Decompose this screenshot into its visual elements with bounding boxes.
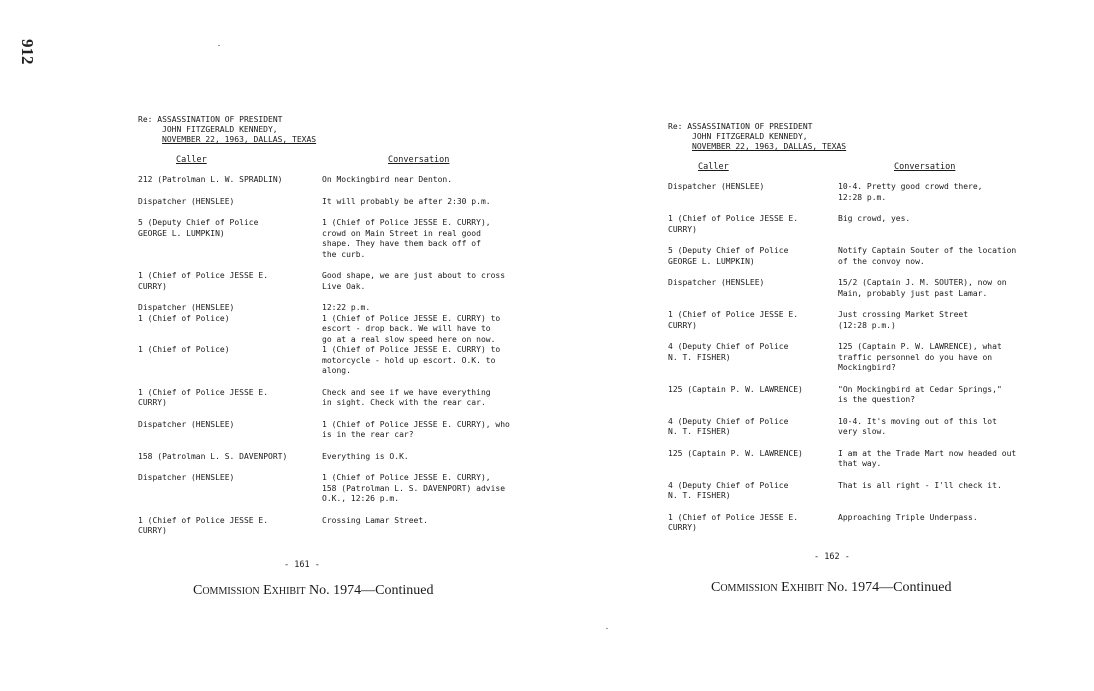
caption-prefix: Commission Exhibit — [193, 583, 306, 598]
log-entry — [668, 417, 1068, 438]
entry-conversation: Good shape, we are just about to cross Live Oak. — [322, 271, 506, 291]
entry-caller: Dispatcher (HENSLEE) 1 (Chief of Police) — [138, 303, 235, 323]
entry-conversation: 1 (Chief of Police JESSE E. CURRY), crowd on Main Street in real good shape. They have them back off of the curb. — [322, 218, 491, 259]
entry-conversation: 1 (Chief of Police JESSE E. CURRY), who is in the rear car? — [322, 419, 510, 439]
entry-caller: 125 (Captain P. W. LAWRENCE) — [668, 448, 803, 458]
entry-caller: 1 (Chief of Police JESSE E. CURRY) — [138, 515, 269, 535]
entry-caller: 1 (Chief of Police) — [138, 345, 230, 354]
page-number-right: - 162 - — [814, 552, 850, 562]
log-entry — [138, 175, 558, 186]
log-entry — [668, 310, 1068, 331]
re-heading — [138, 115, 558, 145]
log-entry — [668, 481, 1068, 502]
log-entry — [138, 420, 558, 441]
conversation-header: Conversation — [388, 155, 450, 165]
entry-caller: 158 (Patrolman L. S. DAVENPORT) — [138, 451, 288, 461]
entry-caller: 5 (Deputy Chief of Police GEORGE L. LUMPKIN) — [668, 246, 789, 266]
log-entry — [668, 214, 1068, 235]
entry-conversation: Approaching Triple Underpass. — [838, 512, 978, 522]
entry-caller: 1 (Chief of Police JESSE E. CURRY) — [138, 271, 269, 291]
log-entry — [138, 345, 558, 377]
entry-conversation: It will probably be after 2:30 p.m. — [322, 196, 491, 206]
entry-conversation: That is all right - I'll check it. — [838, 480, 1002, 490]
log-entry — [668, 342, 1068, 374]
log-entry — [138, 516, 558, 537]
document-page-left — [138, 115, 558, 537]
log-entry — [668, 182, 1068, 203]
entry-caller: 4 (Deputy Chief of Police N. T. FISHER) — [668, 342, 789, 362]
entry-conversation: I am at the Trade Mart now headed out that way. — [838, 448, 1017, 468]
conversation-header: Conversation — [894, 162, 956, 172]
log-entry — [138, 452, 558, 463]
entry-conversation: 1 (Chief of Police JESSE E. CURRY), 158 (Patrolman L. S. DAVENPORT) advise O.K., 12:26 p.m. — [322, 473, 506, 503]
exhibit-caption-right — [711, 580, 951, 596]
log-entries — [138, 175, 558, 537]
entry-caller: Dispatcher (HENSLEE) — [138, 419, 235, 429]
re-line-date: NOVEMBER 22, 1963, DALLAS, TEXAS — [692, 142, 847, 151]
log-entry — [668, 246, 1068, 267]
column-headers — [668, 162, 1068, 176]
re-line-name: JOHN FITZGERALD KENNEDY, — [692, 132, 808, 141]
entry-conversation: Just crossing Market Street (12:28 p.m.) — [838, 310, 969, 330]
entry-conversation: 1 (Chief of Police JESSE E. CURRY) to motorcycle - hold up escort. O.K. to along. — [322, 345, 501, 375]
entry-caller: 4 (Deputy Chief of Police N. T. FISHER) — [668, 480, 789, 500]
entry-conversation: 125 (Captain P. W. LAWRENCE), what traffic personnel do you have on Mockingbird? — [838, 342, 1002, 372]
entry-conversation: 10-4. Pretty good crowd there, 12:28 p.m. — [838, 182, 983, 202]
re-line-subject: Re: ASSASSINATION OF PRESIDENT — [668, 122, 813, 131]
entry-conversation: Crossing Lamar Street. — [322, 515, 428, 525]
document-page-right — [668, 122, 1068, 534]
log-entry — [138, 388, 558, 409]
entry-conversation: Big crowd, yes. — [838, 214, 911, 223]
caption-prefix: Commission Exhibit — [711, 580, 824, 595]
log-entries — [668, 182, 1068, 534]
log-entry — [138, 303, 558, 345]
entry-caller: 4 (Deputy Chief of Police N. T. FISHER) — [668, 416, 789, 436]
scan-speck — [218, 45, 220, 46]
log-entry — [668, 385, 1068, 406]
side-page-number: 912 — [18, 39, 37, 65]
exhibit-caption-left — [193, 583, 433, 599]
entry-caller: 212 (Patrolman L. W. SPRADLIN) — [138, 175, 283, 184]
entry-caller: 1 (Chief of Police JESSE E. CURRY) — [668, 512, 799, 532]
entry-conversation: Check and see if we have everything in sight. Check with the rear car. — [322, 387, 491, 407]
entry-conversation: Notify Captain Souter of the location of the convoy now. — [838, 246, 1017, 266]
entry-conversation: 15/2 (Captain J. M. SOUTER), now on Main, probably just past Lamar. — [838, 278, 1007, 298]
entry-caller: Dispatcher (HENSLEE) — [138, 473, 235, 482]
log-entry — [138, 271, 558, 292]
log-entry — [668, 449, 1068, 470]
column-headers — [138, 155, 558, 169]
entry-conversation: 12:22 p.m. 1 (Chief of Police JESSE E. CURRY) to escort - drop back. We will have to go at a real slow speed here on now. — [322, 303, 501, 344]
entry-caller: Dispatcher (HENSLEE) — [138, 196, 235, 206]
entry-caller: 1 (Chief of Police JESSE E. CURRY) — [668, 214, 799, 234]
entry-caller: 5 (Deputy Chief of Police GEORGE L. LUMPKIN) — [138, 218, 259, 238]
entry-caller: Dispatcher (HENSLEE) — [668, 278, 765, 287]
log-entry — [138, 218, 558, 260]
caption-suffix: No. 1974—Continued — [827, 580, 952, 595]
entry-conversation: 10-4. It's moving out of this lot very slow. — [838, 416, 997, 436]
log-entry — [138, 473, 558, 505]
re-line-date: NOVEMBER 22, 1963, DALLAS, TEXAS — [162, 135, 317, 144]
log-entry — [668, 278, 1068, 299]
caption-suffix: No. 1974—Continued — [309, 583, 434, 598]
entry-conversation: "On Mockingbird at Cedar Springs," is the question? — [838, 384, 1002, 404]
log-entry — [668, 513, 1068, 534]
scan-speck — [606, 628, 608, 629]
caller-header: Caller — [176, 155, 207, 165]
entry-conversation: Everything is O.K. — [322, 451, 409, 461]
entry-conversation: On Mockingbird near Denton. — [322, 175, 453, 184]
re-line-name: JOHN FITZGERALD KENNEDY, — [162, 125, 278, 134]
re-heading — [668, 122, 1068, 152]
log-entry — [138, 197, 558, 208]
entry-caller: 1 (Chief of Police JESSE E. CURRY) — [138, 387, 269, 407]
entry-caller: Dispatcher (HENSLEE) — [668, 182, 765, 191]
entry-caller: 125 (Captain P. W. LAWRENCE) — [668, 384, 803, 394]
caller-header: Caller — [698, 162, 729, 172]
re-line-subject: Re: ASSASSINATION OF PRESIDENT — [138, 115, 283, 124]
page-number-left: - 161 - — [284, 560, 320, 570]
entry-caller: 1 (Chief of Police JESSE E. CURRY) — [668, 310, 799, 330]
